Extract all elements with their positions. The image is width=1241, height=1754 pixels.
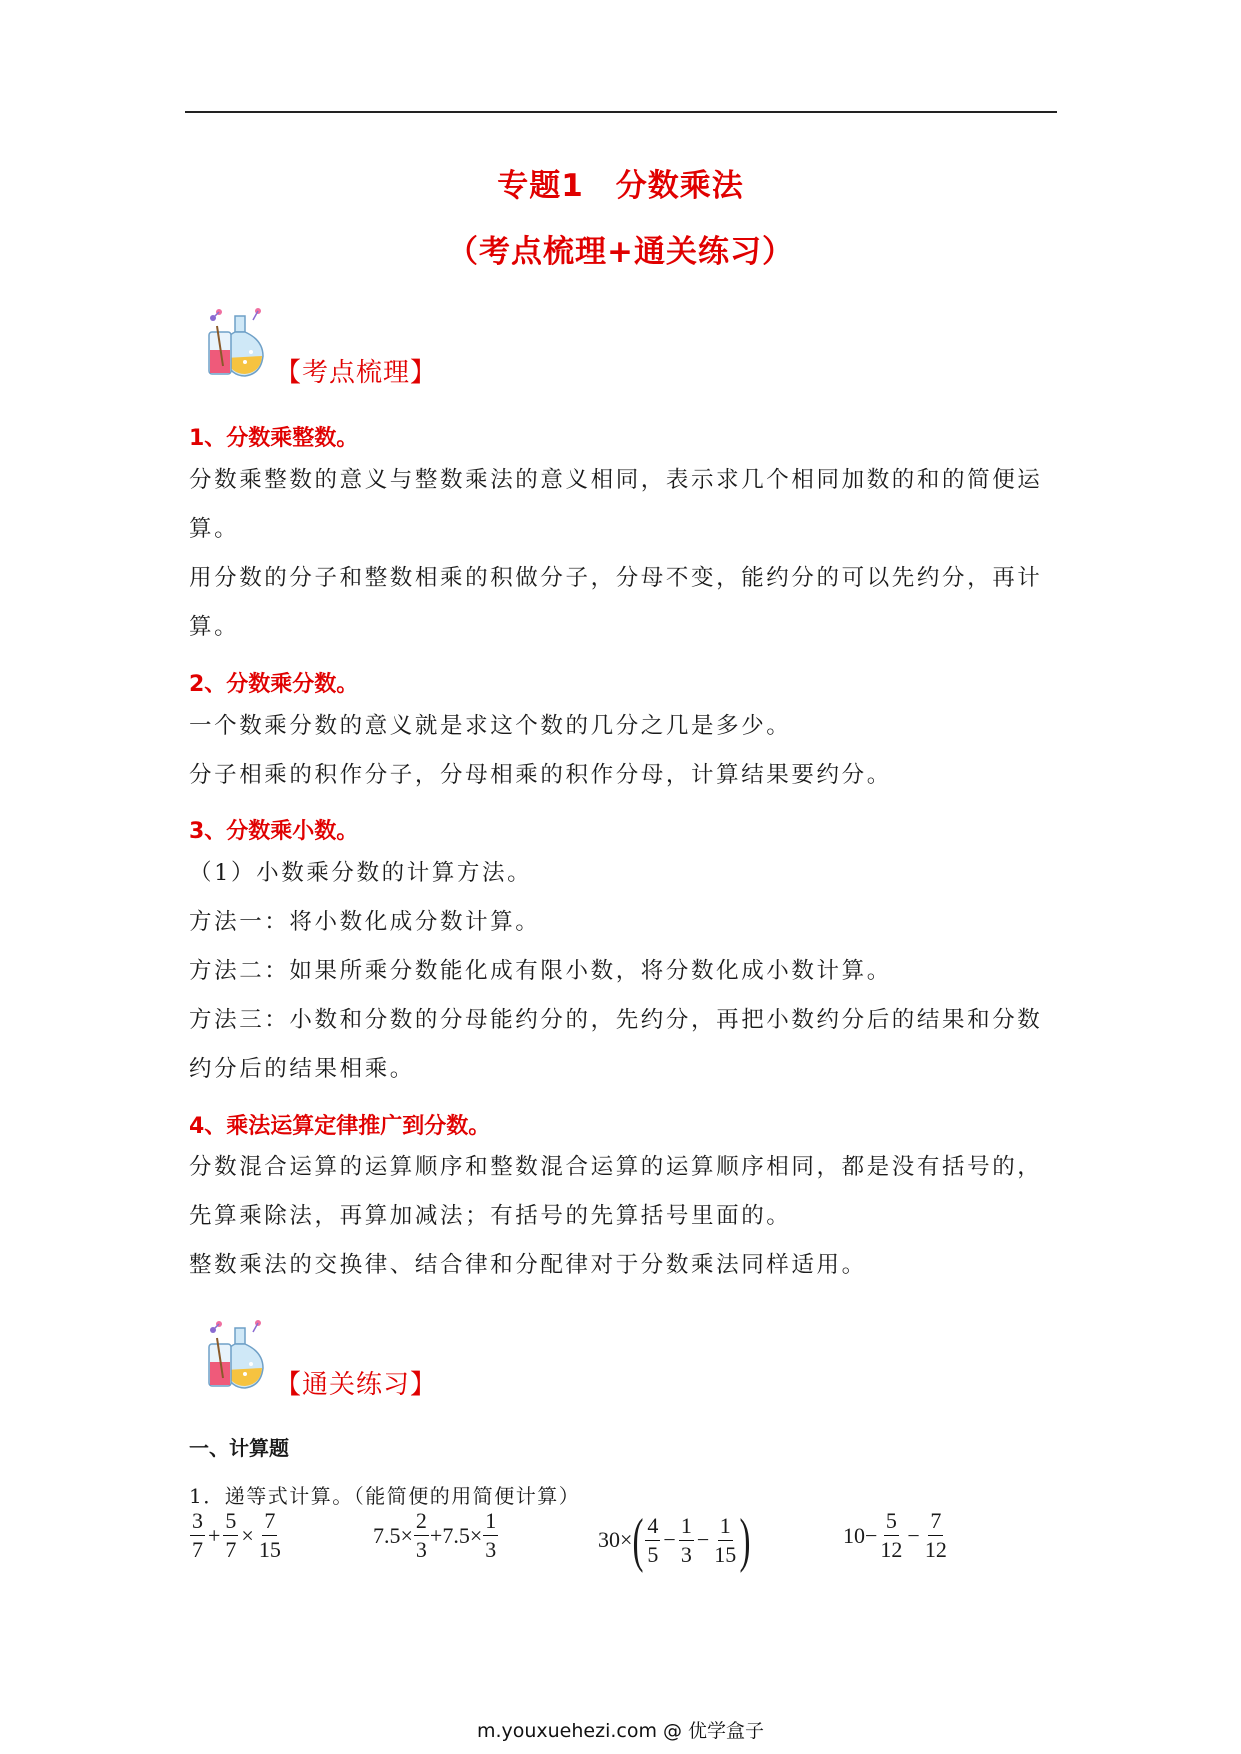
question-1: 1．递等式计算。（能简便的用简便计算） (189, 1484, 581, 1508)
expression-4: 10− $\frac{5}{12}$ − $\frac{7}{12}$ (843, 1508, 947, 1562)
expression-3: 30× ( $\frac{4}{5}$ − $\frac{1}{3}$ − $\frac{1}{15}$ ) (598, 1507, 751, 1573)
header-rule (185, 111, 1057, 113)
flask-icon (205, 1318, 267, 1392)
page-subtitle: （考点梳理+通关练习） (447, 234, 794, 270)
point-4-paragraph-1: 分数混合运算的运算顺序和整数混合运算的运算顺序相同，都是没有括号的，先算乘除法，再算加减法；有括号的先算括号里面的。 (189, 1154, 1043, 1229)
fraction: $\frac{5}{7}$ (225, 1508, 237, 1562)
section-label-review: 【考点梳理】 (275, 358, 438, 388)
fraction: $\frac{1}{3}$ (680, 1512, 692, 1567)
flask-icon (205, 306, 267, 380)
page-title: 专题1 分数乘法 (497, 168, 744, 204)
fraction: $\frac{4}{5}$ (647, 1512, 659, 1567)
fraction: $\frac{2}{3}$ (415, 1508, 427, 1562)
fraction: $\frac{1}{15}$ (714, 1512, 737, 1567)
expression-2: 7.5× $\frac{2}{3}$ +7.5× $\frac{1}{3}$ (373, 1508, 497, 1562)
point-heading-3: 3、分数乘小数。 (189, 819, 359, 844)
footer-source: m.youxuehezi.com @ 优学盒子 (476, 1720, 765, 1742)
point-3-paragraph-2: 方法一：将小数化成分数计算。 (189, 909, 541, 935)
point-2-paragraph-1: 一个数乘分数的意义就是求这个数的几分之几是多少。 (189, 713, 792, 739)
fraction: $\frac{7}{12}$ (924, 1508, 947, 1562)
exercise-heading: 一、计算题 (189, 1436, 289, 1460)
point-1-paragraph-2: 用分数的分子和整数相乘的积做分子，分母不变，能约分的可以先约分，再计算。 (189, 565, 1043, 640)
point-4-paragraph-2: 整数乘法的交换律、结合律和分配律对于分数乘法同样适用。 (189, 1252, 867, 1278)
section-label-practice: 【通关练习】 (275, 1370, 438, 1400)
expression-1: $\frac{3}{7}$ + $\frac{5}{7}$ × $\frac{7}{15}$ (192, 1508, 281, 1562)
point-heading-1: 1、分数乘整数。 (189, 426, 359, 451)
point-1-paragraph-1: 分数乘整数的意义与整数乘法的意义相同，表示求几个相同加数的和的简便运算。 (189, 467, 1043, 542)
point-heading-4: 4、乘法运算定律推广到分数。 (189, 1114, 491, 1139)
fraction: $\frac{7}{15}$ (258, 1508, 281, 1562)
point-3-paragraph-3: 方法二：如果所乘分数能化成有限小数，将分数化成小数计算。 (189, 958, 892, 984)
point-3-paragraph-1: （1）小数乘分数的计算方法。 (189, 860, 533, 886)
fraction: $\frac{5}{12}$ (880, 1508, 903, 1562)
point-3-paragraph-4: 方法三：小数和分数的分母能约分的，先约分，再把小数约分后的结果和分数约分后的结果相乘。 (189, 1007, 1043, 1082)
point-heading-2: 2、分数乘分数。 (189, 672, 359, 697)
fraction: $\frac{1}{3}$ (485, 1508, 497, 1562)
point-2-paragraph-2: 分子相乘的积作分子，分母相乘的积作分母，计算结果要约分。 (189, 762, 892, 788)
fraction: $\frac{3}{7}$ (192, 1508, 203, 1562)
